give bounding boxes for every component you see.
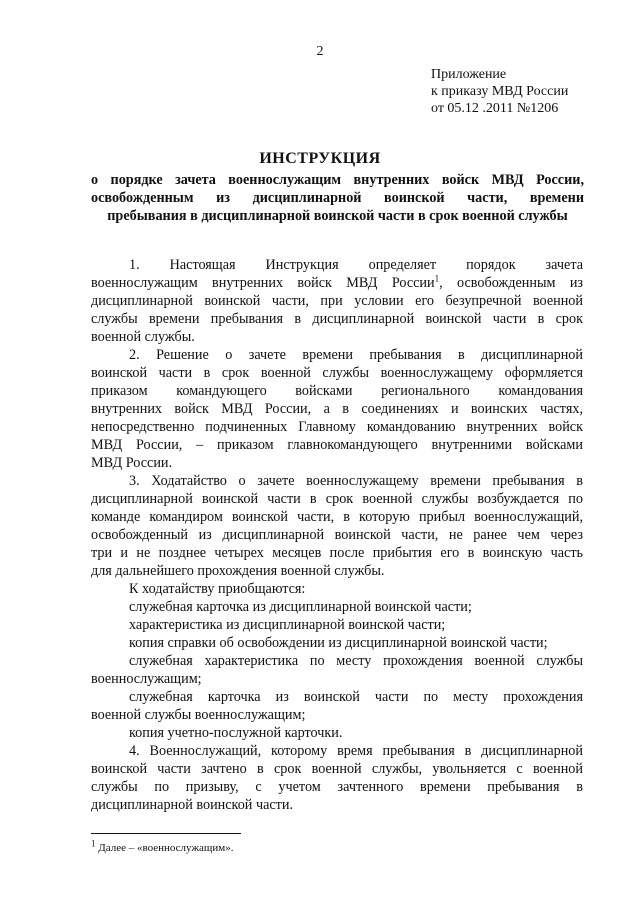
paragraph-1-line-1: 1. Настоящая Инструкция определяет порядок зачета <box>129 257 583 273</box>
attachment-item-2: характеристика из дисциплинарной воинской части; <box>129 617 446 633</box>
appendix-line-1: Приложение <box>431 67 507 82</box>
paragraph-4-line-2: воинской части зачтено в срок военной службы, увольняется с военной <box>91 761 583 777</box>
paragraph-2-line-6: МВД России, – приказом главнокомандующего внутренними войсками <box>91 437 583 453</box>
paragraph-2-line-4: внутренних войск МВД России, а в соединениях и воинских частях, <box>91 401 583 417</box>
paragraph-2-line-7: МВД России. <box>91 455 173 471</box>
appendix-header <box>431 66 568 117</box>
footnote <box>91 838 234 855</box>
footnote-text: Далее – «военнослужащим». <box>95 842 234 854</box>
paragraph-1-line-5: военной службы. <box>91 329 195 345</box>
document-subtitle <box>91 171 584 225</box>
paragraph-2-line-3: приказом командующего войсками регионального командования <box>91 383 583 399</box>
attachment-item-4-line-1: служебная характеристика по месту прохождения военной службы <box>129 653 583 669</box>
attachment-item-4-line-2: военнослужащим; <box>91 671 202 687</box>
attachment-item-6: копия учетно-послужной карточки. <box>129 725 343 741</box>
paragraph-3-line-2: дисциплинарной воинской части в срок военной службы возбуждается по <box>91 491 583 507</box>
attachment-item-1: служебная карточка из дисциплинарной воинской части; <box>129 599 472 615</box>
paragraph-3-line-4: освобожденный из дисциплинарной воинской части, не ранее чем через <box>91 527 583 543</box>
appendix-line-3: от 05.12 .2011 №1206 <box>431 101 559 116</box>
paragraph-1-line-2-b: , освобожденным из <box>439 275 584 291</box>
document-body <box>91 256 583 814</box>
page-number: 2 <box>316 44 324 59</box>
subtitle-line-2: освобожденным из дисциплинарной воинской части, времени <box>91 190 584 206</box>
attachments-intro: К ходатайству приобщаются: <box>129 581 306 597</box>
footnote-separator <box>91 833 241 834</box>
paragraph-3-line-3: команде командиром воинской части, в которую прибыл военнослужащий, <box>91 509 583 525</box>
footnote-mark: 1 <box>91 838 96 849</box>
paragraph-2-line-5: непосредственно подчиненных Главному командованию внутренних войск <box>91 419 583 435</box>
paragraph-3-line-5: три и не позднее четырех месяцев после прибытия его в воинскую часть <box>91 545 583 561</box>
attachment-item-5-line-1: служебная карточка из воинской части по месту прохождения <box>129 689 583 705</box>
paragraph-2-line-1: 2. Решение о зачете времени пребывания в дисциплинарной <box>129 347 583 363</box>
attachment-item-5-line-2: военной службы военнослужащим; <box>91 707 306 723</box>
document-title: ИНСТРУКЦИЯ <box>259 150 381 167</box>
paragraph-4-line-3: службы по призыву, с учетом зачтенного времени пребывания в <box>91 779 583 795</box>
paragraph-2-line-2: воинской части в срок военной службы военнослужащему оформляется <box>91 365 583 381</box>
paragraph-1-line-3: дисциплинарной воинской части, при условии его безупречной военной <box>91 293 583 309</box>
paragraph-1-line-2-a: военнослужащим внутренних войск МВД России <box>91 275 435 291</box>
footnote-ref: 1 <box>434 273 440 284</box>
paragraph-3-line-6: для дальнейшего прохождения военной службы. <box>91 563 385 579</box>
paragraph-1-line-2 <box>91 274 583 292</box>
paragraph-4-line-1: 4. Военнослужащий, которому время пребывания в дисциплинарной <box>129 743 583 759</box>
paragraph-3-line-1: 3. Ходатайство о зачете военнослужащему времени пребывания в <box>129 473 583 489</box>
subtitle-line-1: о порядке зачета военнослужащим внутренних войск МВД России, <box>91 172 584 188</box>
appendix-line-2: к приказу МВД России <box>431 84 569 99</box>
paragraph-1-line-4: службы времени пребывания в дисциплинарной воинской части в срок <box>91 311 583 327</box>
paragraph-4-line-4: дисциплинарной воинской части. <box>91 797 294 813</box>
attachment-item-3: копия справки об освобождении из дисциплинарной воинской части; <box>129 635 548 651</box>
subtitle-line-3: пребывания в дисциплинарной воинской части в срок военной службы <box>107 208 568 224</box>
